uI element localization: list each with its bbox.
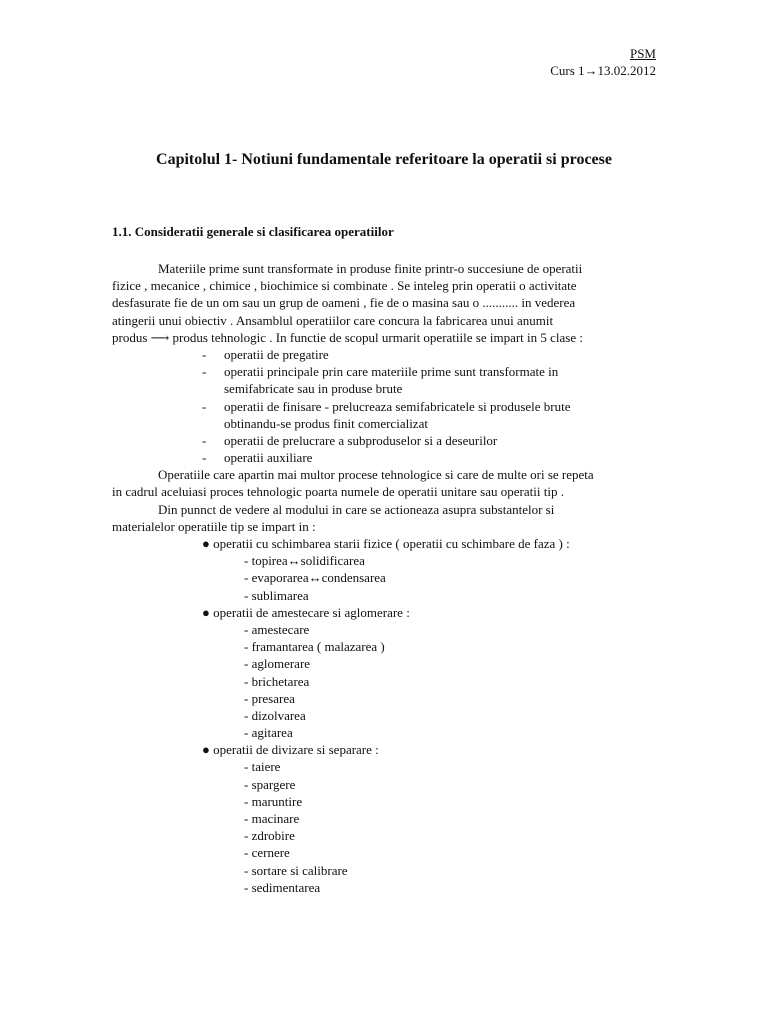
group-item: - taiere [244, 759, 281, 775]
chapter-title: Capitolul 1- Notiuni fundamentale referitoare la operatii si procese [156, 151, 612, 168]
group-item: - cernere [244, 845, 290, 861]
group-item: - brichetarea [244, 673, 310, 689]
group-item: - dizolvarea [244, 707, 306, 723]
group-title: ● operatii de divizare si separare : [202, 742, 379, 758]
header-course-date: Curs 1→13.02.2012 [550, 63, 656, 78]
class-text-continued: obtinandu-se produs finit comercializat [224, 415, 428, 431]
group-item: - sortare si calibrare [244, 862, 348, 878]
group-item: - amestecare [244, 621, 310, 637]
class-text: operatii auxiliare [224, 450, 313, 466]
dash-marker: - [202, 346, 207, 362]
class-item [112, 432, 657, 449]
paragraph-line: Operatiile care apartin mai multor procese tehnologice si care de multe ori se repeta [158, 467, 594, 483]
body-text [112, 260, 657, 896]
paragraph-line: Din punnct de vedere al modului in care se actioneaza asupra substantelor si [158, 501, 555, 517]
dash-marker: - [202, 398, 207, 414]
group-item: - maruntire [244, 793, 303, 809]
class-item [112, 346, 657, 363]
class-text: operatii de prelucrare a subproduselor si a deseurilor [224, 432, 498, 448]
group-item: - evaporarea↔condensarea [244, 570, 386, 586]
intro-line: produs ⟶ produs tehnologic . In functie de scopul urmarit operatiile se impart in 5 clase : [112, 329, 583, 345]
class-text: operatii de finisare - prelucreaza semifabricatele si produsele brute [224, 398, 571, 414]
group-title: ● operatii de amestecare si aglomerare : [202, 604, 410, 620]
group-item: - spargere [244, 776, 296, 792]
class-item [112, 449, 657, 466]
group-item: - macinare [244, 811, 300, 826]
dash-marker: - [202, 364, 207, 380]
section-title: 1.1. Consideratii generale si clasificarea operatiilor [112, 224, 394, 239]
group-item: - framantarea ( malazarea ) [244, 639, 385, 655]
class-item [112, 398, 657, 415]
group-item: - aglomerare [244, 656, 311, 672]
dash-marker: - [202, 432, 207, 448]
class-text: operatii de pregatire [224, 346, 329, 362]
group-item: - topirea↔solidificarea [244, 553, 365, 569]
group-item: - presarea [244, 690, 295, 706]
class-text: operatii principale prin care materiile prime sunt transformate in [224, 364, 559, 380]
paragraph-line: in cadrul aceluiasi proces tehnologic poarta numele de operatii unitare sau operatii tip . [112, 484, 564, 500]
group-item: - sublimarea [244, 587, 309, 603]
class-item [112, 363, 657, 380]
header-author: PSM [629, 46, 656, 61]
class-text-continued: semifabricate sau in produse brute [224, 381, 403, 397]
intro-line: atingerii unui obiectiv . Ansamblul operatiilor care concura la fabricarea unui anumit [112, 312, 554, 328]
intro-line: Materiile prime sunt transformate in produse finite printr-o succesiune de operatii [158, 261, 583, 276]
group-title: ● operatii cu schimbarea starii fizice ( operatii cu schimbare de faza ) : [202, 536, 570, 551]
group-item: - sedimentarea [244, 879, 321, 895]
group-item: - agitarea [244, 725, 293, 741]
intro-line: fizice , mecanice , chimice , biochimice si combinate . Se inteleg prin operatii o activitate [112, 278, 577, 294]
paragraph-line: materialelor operatiile tip se impart in : [112, 518, 316, 534]
group-item: - zdrobire [244, 828, 295, 844]
dash-marker: - [202, 450, 207, 466]
intro-line: desfasurate fie de un om sau un grup de oameni , fie de o masina sau o ........... in vederea [112, 295, 576, 311]
